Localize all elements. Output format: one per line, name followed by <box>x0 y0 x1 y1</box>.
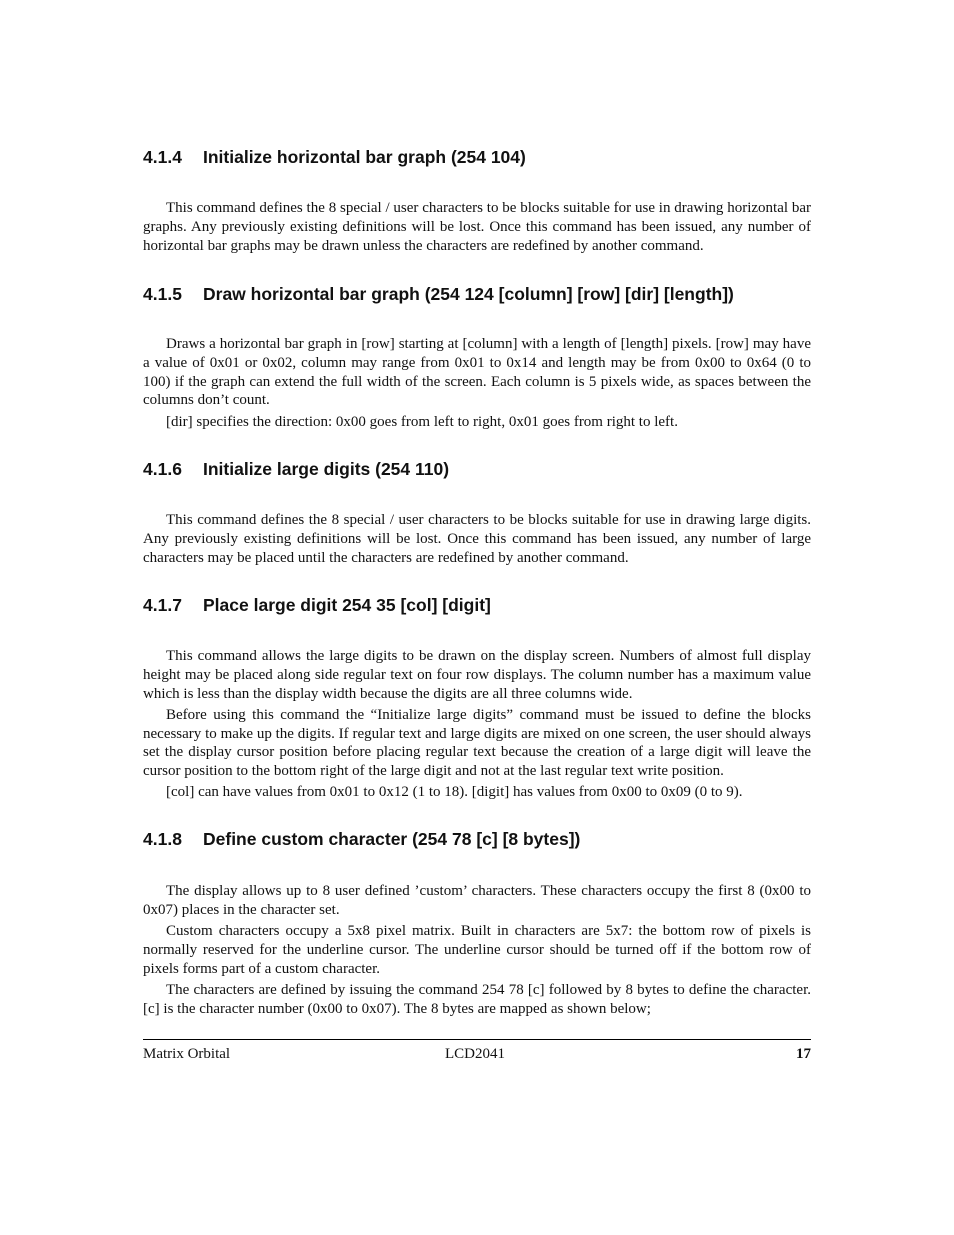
section-body-4-1-7 <box>143 647 811 805</box>
section-title: Initialize large digits (254 110) <box>203 459 450 479</box>
paragraph: [col] can have values from 0x01 to 0x12 (1 to 18). [digit] has values from 0x00 to 0x09 (0 to 9). <box>166 784 743 801</box>
paragraph: This command defines the 8 special / user characters to be blocks suitable for use in drawing large digits. Any previously existing definitions will be lost. Once this command has been issued, any number of large characters may be placed until the characters are redefined by another command. <box>143 512 811 566</box>
paragraph: This command defines the 8 special / user characters to be blocks suitable for use in drawing horizontal bar graphs. Any previously existing definitions will be lost. Once this command has been issued, any number of horizontal bar graphs may be drawn unless the characters are redefined by another command. <box>143 200 811 254</box>
section-title: Define custom character (254 78 [c] [8 bytes]) <box>203 829 581 849</box>
paragraph: Custom characters occupy a 5x8 pixel matrix. Built in characters are 5x7: the bottom row of pixels is normally reserved for the underline cursor. The underline cursor should be turned off if the bottom row of pixels forms part of a custom character. <box>143 922 811 977</box>
section-title: Draw horizontal bar graph (254 124 [column] [row] [dir] [length]) <box>203 284 734 304</box>
footer-product: LCD2041 <box>445 1046 505 1062</box>
section-heading-4-1-5 <box>143 284 811 305</box>
section-body-4-1-6 <box>143 511 811 570</box>
paragraph: Draws a horizontal bar graph in [row] starting at [column] with a length of [length] pixels. [row] may have a value of 0x01 or 0x02, column may range from 0x01 to 0x14 and length may be from 0x00 to 0x64 (0 to 100) if the graph can extend the full width of the screen. Each column is 5 pixels wide, as spaces between the columns don’t count. <box>143 336 811 409</box>
section-number: 4.1.4 <box>143 147 182 167</box>
paragraph: The characters are defined by issuing the command 254 78 [c] followed by 8 bytes to define the character. [c] is the character number (0x00 to 0x07). The 8 bytes are mapped as shown below; <box>143 981 811 1017</box>
section-heading-4-1-4 <box>143 147 811 168</box>
section-body-4-1-4 <box>143 199 811 258</box>
section-heading-4-1-6 <box>143 459 811 480</box>
page-footer <box>143 1039 811 1064</box>
section-title: Place large digit 254 35 [col] [digit] <box>203 595 491 615</box>
section-body-4-1-8 <box>143 882 811 1021</box>
section-heading-4-1-8 <box>143 829 811 850</box>
paragraph: Before using this command the “Initialize large digits” command must be issued to define the blocks necessary to make up the digits. If regular text and large digits are mixed on one screen, the user should always set the display cursor position before placing regular text because the creation of a large digit will leave the cursor position to the bottom right of the large digit and not at the last regular text write position. <box>143 706 811 780</box>
footer-page-number: 17 <box>796 1046 811 1062</box>
footer-company: Matrix Orbital <box>143 1046 231 1062</box>
paragraph: This command allows the large digits to be drawn on the display screen. Numbers of almost full display height may be placed along side regular text on four row displays. The column number has a maximum value which is less than the display width because the digits are all three columns wide. <box>143 648 811 702</box>
section-body-4-1-5 <box>143 335 811 434</box>
section-heading-4-1-7 <box>143 595 811 616</box>
section-number: 4.1.6 <box>143 459 182 479</box>
paragraph: The display allows up to 8 user defined ’custom’ characters. These characters occupy the first 8 (0x00 to 0x07) places in the character set. <box>143 883 811 918</box>
section-number: 4.1.7 <box>143 595 182 615</box>
section-number: 4.1.5 <box>143 284 182 304</box>
section-title: Initialize horizontal bar graph (254 104) <box>203 147 526 167</box>
paragraph: [dir] specifies the direction: 0x00 goes from left to right, 0x01 goes from right to left. <box>166 413 678 430</box>
section-number: 4.1.8 <box>143 829 182 849</box>
